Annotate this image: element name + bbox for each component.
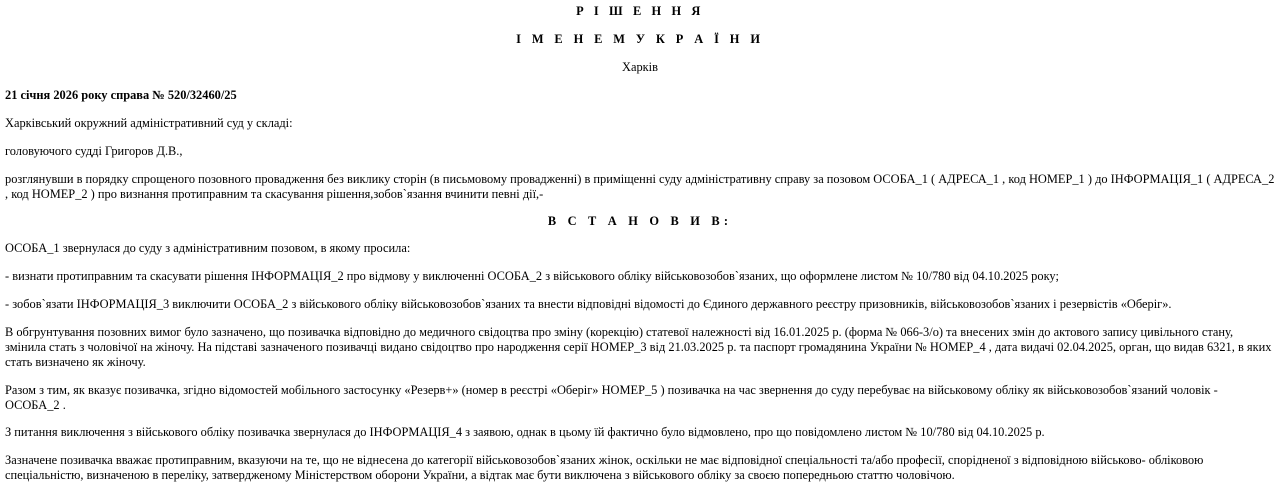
grounds-paragraph: В обгрунтування позовних вимог було зазначено, що позивачка відповідно до медичного свідоцтва про зміну (корекцію) статевої належності від 16.01.2025 р. (форма № 066-3/о) та внесених змін до актового запису цивільного стану, змінила стать з чоловічої на жіночу. На підставі зазначеного позивачці видано свідоцтво про народження серії НОМЕР_3 від 21.03.2025 р. та паспорт громадянина України № НОМЕР_4 , дата видачі 02.04.2025, орган, що видав 6321, в яких стать визначено як жіночу. <box>5 325 1272 369</box>
reserve-app-paragraph: Разом з тим, як вказує позивачка, згідно відомостей мобільного застосунку «Резерв+» (номер в реєстрі «Оберіг» НОМЕР_5 ) позивачка на час звернення до суду перебуває на військовому обліку як військовозобов`язаний чоловік - ОСОБА_2 . <box>5 383 1218 412</box>
date-case-number: 21 січня 2026 року справа № 520/32460/25 <box>5 88 237 102</box>
in-the-name-of-ukraine-heading: І М Е Н Е М У К Р А Ї Н И <box>516 32 764 46</box>
claim-item-1: - визнати протиправним та скасувати рішення ІНФОРМАЦІЯ_2 про відмову у виключенні ОСОБА_2 з військового обліку військовозобов`язаних, що оформлене листом № 10/780 від 04.10.2025 року; <box>5 269 1059 283</box>
considered-paragraph: розглянувши в порядку спрощеного позовного провадження без виклику сторін (в письмовому провадженні) в приміщенні суду адміністративну справу за позовом ОСОБА_1 ( АДРЕСА_1 , код НОМЕР_1 ) до ІНФОРМАЦІЯ_1 ( АДРЕСА_2 , код НОМЕР_2 ) про визнання протиправним та скасування рішення,зобов`язання вчинити певні дії,- <box>5 172 1275 201</box>
established-heading: В С Т А Н О В И В: <box>547 214 733 228</box>
city-line: Харків <box>622 60 658 74</box>
unlawful-paragraph: Зазначене позивачка вважає протиправним, вказуючи на те, що не віднесена до категорії військовозобов`язаних жінок, оскільки не має відповідної спеціальності та/або професії, спорідненої з відповідною військово- обліковою спеціальністю, визначеною в переліку, затвердженому Міністерством оборони України, а відтак має бути виключена з військового обліку за своєю попередньою статтю чоловічою. <box>5 453 1204 482</box>
claim-item-2: - зобов`язати ІНФОРМАЦІЯ_3 виключити ОСОБА_2 з військового обліку військовозобов`язаних та внести відповідні відомості до Єдиного державного реєстру призовників, військовозобов`язаних і резервістів «Оберіг». <box>5 297 1172 311</box>
claim-intro-paragraph: ОСОБА_1 звернулася до суду з адміністративним позовом, в якому просила: <box>5 241 411 255</box>
decision-heading: Р І Ш Е Н Н Я <box>576 4 704 18</box>
refusal-paragraph: З питання виключення з військового обліку позивачка звернулася до ІНФОРМАЦІЯ_4 з заявою, однак в цьому їй фактично було відмовлено, про що повідомлено листом № 10/780 від 04.10.2025 р. <box>5 425 1045 439</box>
court-composition: Харківський окружний адміністративний суд у складі: <box>5 116 293 130</box>
presiding-judge: головуючого судді Григоров Д.В., <box>5 144 183 158</box>
